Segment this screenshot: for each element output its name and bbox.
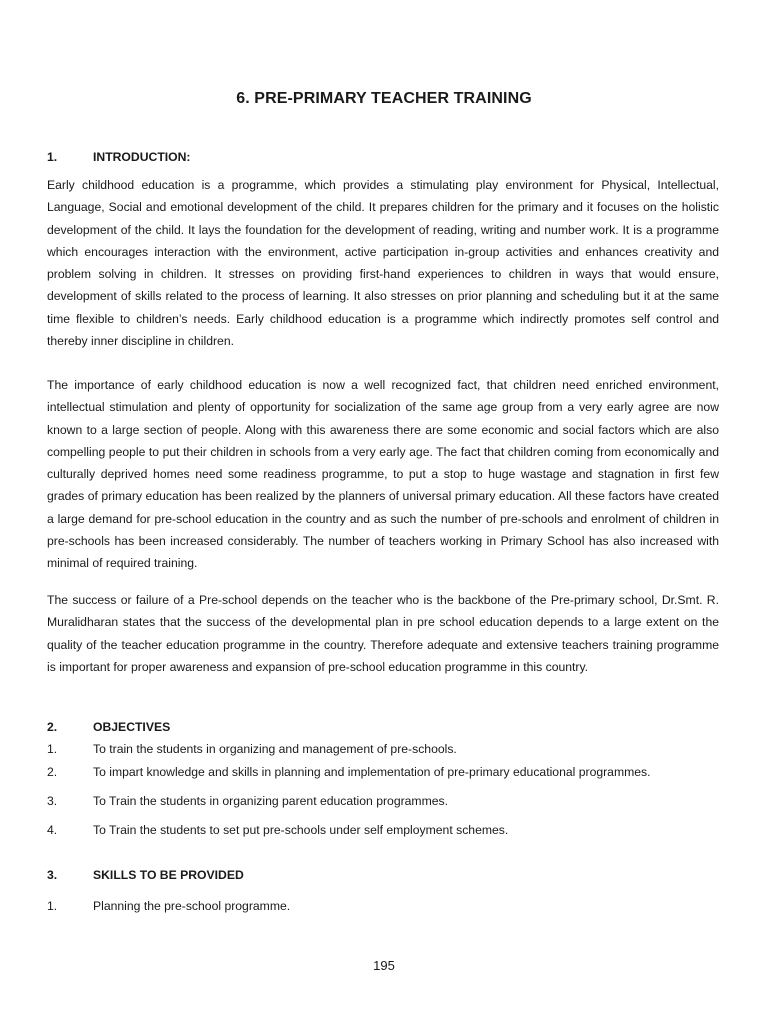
item-number: 3. <box>47 794 58 808</box>
section-title: SKILLS TO BE PROVIDED <box>93 868 244 882</box>
page-title: 6. PRE-PRIMARY TEACHER TRAINING <box>236 90 532 107</box>
item-number: 2. <box>47 765 58 779</box>
section-number: 2. <box>47 720 58 734</box>
intro-paragraph-2: The importance of early childhood education is now a well recognized fact, that children need enriched environment, intellectual stimulation and plenty of opportunity for socialization of the same age group from a very early agree are now known to a large section of people. Along with this awareness there are some economic and social factors which are also compelling people to put their children in schools from a very early age. The fact that children coming from economically and culturally deprived homes need some readiness programme, to put a stop to huge wastage and stagnation in first few grades of primary education has been realized by the planners of universal primary education. All these factors have created a large demand for pre-school education in the country and as such the number of pre-schools and enrolment of children in pre-schools has been increased considerably. The number of teachers working in Primary School has also increased with minimal of required training. <box>47 378 719 571</box>
item-text: To Train the students to set put pre-schools under self employment schemes. <box>93 823 509 837</box>
item-number: 1. <box>47 899 58 913</box>
intro-paragraph-1: Early childhood education is a programme, which provides a stimulating play environment for Physical, Intellectual, Language, Social and emotional development of the child. It prepares children for the primary and it focuses on the holistic development of the child. It lays the foundation for the development of reading, writing and number work. It is a programme which encourages interaction with the environment, active participation in-group activities and enhances creativity and problem solving in children. It stresses on providing first-hand experiences to children in ways that would ensure, development of skills related to the process of learning. It also stresses on prior planning and scheduling but it at the same time flexible to children’s needs. Early childhood education is a programme which indirectly promotes self control and thereby inner discipline in children. <box>47 178 719 349</box>
section-number: 1. <box>47 150 58 164</box>
section-title: OBJECTIVES <box>93 720 171 734</box>
item-number: 4. <box>47 823 58 837</box>
item-text: To Train the students in organizing parent education programmes. <box>93 794 448 808</box>
intro-paragraph-3: The success or failure of a Pre-school depends on the teacher who is the backbone of the Pre-primary school, Dr.Smt. R. Muralidharan states that the success of the developmental plan in pre school education depends to a large extent on the quality of the teacher education programme in the country. Therefore adequate and extensive teachers training programme is important for proper awareness and expansion of pre-school education programme in this country. <box>47 593 719 674</box>
section-number: 3. <box>47 868 58 882</box>
section-title: INTRODUCTION: <box>93 150 191 164</box>
item-text: Planning the pre-school programme. <box>93 899 291 913</box>
item-number: 1. <box>47 742 58 756</box>
item-text: To impart knowledge and skills in planning and implementation of pre-primary educational programmes. <box>93 765 651 779</box>
item-text: To train the students in organizing and management of pre-schools. <box>93 742 457 756</box>
page-number: 195 <box>373 958 395 973</box>
